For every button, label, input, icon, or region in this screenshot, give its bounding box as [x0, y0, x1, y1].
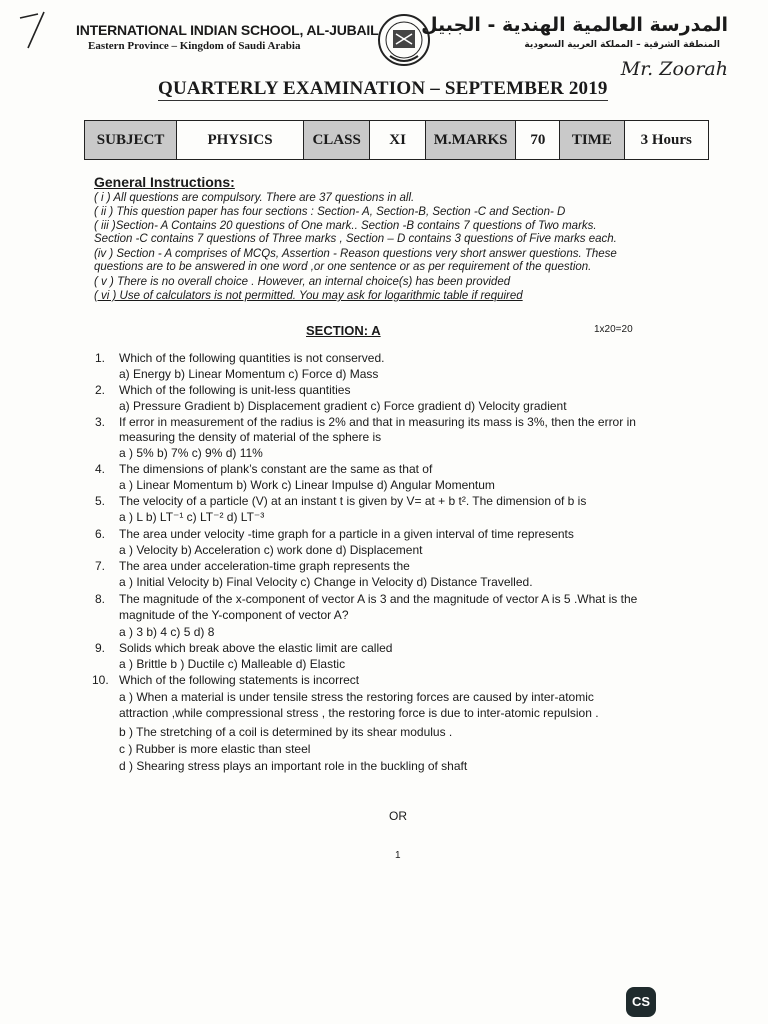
question-options: a ) Initial Velocity b) Final Velocity c) Change in Velocity d) Distance Travelled. — [119, 575, 533, 589]
subject-label: SUBJECT — [85, 121, 177, 160]
school-name-english: INTERNATIONAL INDIAN SCHOOL, AL-JUBAIL — [76, 22, 379, 38]
question-text: The area under acceleration-time graph represents the — [119, 559, 410, 573]
question-number: 10. — [92, 673, 109, 687]
question-text: The dimensions of plank’s constant are the same as that of — [119, 462, 433, 476]
question-text: Which of the following statements is incorrect — [119, 673, 360, 687]
question-number: 2. — [95, 383, 106, 397]
q10-statement: attraction ,while compressional stress , the restoring force is due to inter-atomic repulsion . — [119, 706, 599, 720]
question-number: 1. — [95, 351, 106, 365]
instruction-line: questions are to be answered in one word ,or one sentence or as per requirement of the question. — [94, 261, 592, 273]
question-text: The velocity of a particle (V) at an instant t is given by V= at + b t². The dimension of b is — [119, 494, 587, 508]
exam-info-table — [84, 120, 709, 160]
max-marks-value: 70 — [516, 121, 560, 160]
instruction-line: (iv ) Section - A comprises of MCQs, Assertion - Reason questions very short answer questions. These — [94, 248, 617, 260]
question-options: a) Energy b) Linear Momentum c) Force d) Mass — [119, 367, 379, 381]
question-options: a ) Brittle b ) Ductile c) Malleable d) Elastic — [119, 657, 346, 671]
page-number: 1 — [395, 850, 401, 861]
instruction-line: ( vi ) Use of calculators is not permitted. You may ask for logarithmic table if required — [94, 290, 523, 302]
section-a-title: SECTION: A — [306, 323, 381, 338]
question-number: 6. — [95, 527, 106, 541]
class-label: CLASS — [303, 121, 369, 160]
instruction-line: Section -C contains 7 questions of Three marks , Section – D contains 3 questions of Five marks each. — [94, 233, 617, 245]
school-location-arabic: المنطقة الشرقية – المملكة العربية السعودية — [524, 40, 720, 50]
question-number: 8. — [95, 592, 106, 606]
question-text: If error in measurement of the radius is 2% and that in measuring its mass is 3%, then the error in — [119, 415, 636, 429]
max-marks-label: M.MARKS — [425, 121, 515, 160]
q10-statement: a ) When a material is under tensile stress the restoring forces are caused by inter-atomic — [119, 690, 594, 704]
camscanner-badge-icon: CS — [626, 987, 656, 1017]
question-text: The magnitude of the x-component of vector A is 3 and the magnitude of vector A is 5 .What is the — [119, 592, 638, 606]
or-separator: OR — [389, 809, 407, 823]
question-options: a ) Linear Momentum b) Work c) Linear Impulse d) Angular Momentum — [119, 478, 495, 492]
question-text: Solids which break above the elastic limit are called — [119, 641, 393, 655]
q10-statement: b ) The stretching of a coil is determined by its shear modulus . — [119, 725, 453, 739]
question-number: 4. — [95, 462, 106, 476]
question-text: The area under velocity -time graph for a particle in a given interval of time represents — [119, 527, 574, 541]
question-number: 7. — [95, 559, 106, 573]
exam-title: QUARTERLY EXAMINATION – SEPTEMBER 2019 — [158, 78, 608, 99]
subject-value: PHYSICS — [177, 121, 304, 160]
time-label: TIME — [560, 121, 624, 160]
question-number: 3. — [95, 415, 106, 429]
time-value: 3 Hours — [624, 121, 709, 160]
q10-statement: c ) Rubber is more elastic than steel — [119, 742, 311, 756]
question-text: Which of the following is unit-less quantities — [119, 383, 351, 397]
instruction-line: ( iii )Section- A Contains 20 questions of One mark.. Section -B contains 7 questions of Two marks. — [94, 220, 597, 232]
question-number: 9. — [95, 641, 106, 655]
q10-statement: d ) Shearing stress plays an important role in the buckling of shaft — [119, 759, 468, 773]
question-text: measuring the density of material of the sphere is — [119, 430, 382, 444]
question-options: a ) 3 b) 4 c) 5 d) 8 — [119, 625, 215, 639]
instruction-line: ( ii ) This question paper has four sections : Section- A, Section-B, Section -C and Section- D — [94, 206, 566, 218]
question-number: 5. — [95, 494, 106, 508]
question-text: magnitude of the Y-component of vector A? — [119, 608, 349, 622]
school-name-arabic: المدرسة العالمية الهندية - الجبيل — [421, 14, 728, 36]
question-options: a ) 5% b) 7% c) 9% d) 11% — [119, 446, 263, 460]
pen-tick-mark-icon — [18, 10, 54, 50]
question-text: Which of the following quantities is not conserved. — [119, 351, 385, 365]
question-options: a ) Velocity b) Acceleration c) work done d) Displacement — [119, 543, 423, 557]
instructions-heading: General Instructions: — [94, 174, 235, 190]
school-location-english: Eastern Province – Kingdom of Saudi Arabia — [88, 40, 301, 52]
question-options: a ) L b) LT⁻¹ c) LT⁻² d) LT⁻³ — [119, 510, 265, 524]
question-options: a) Pressure Gradient b) Displacement gradient c) Force gradient d) Velocity gradient — [119, 399, 567, 413]
section-a-marks: 1x20=20 — [594, 324, 633, 335]
class-value: XI — [370, 121, 426, 160]
handwritten-note: Mr. Zoorah — [620, 58, 728, 80]
instruction-line: ( i ) All questions are compulsory. There are 37 questions in all. — [94, 192, 415, 204]
instruction-line: ( v ) There is no overall choice . However, an internal choice(s) has been provided — [94, 276, 511, 288]
